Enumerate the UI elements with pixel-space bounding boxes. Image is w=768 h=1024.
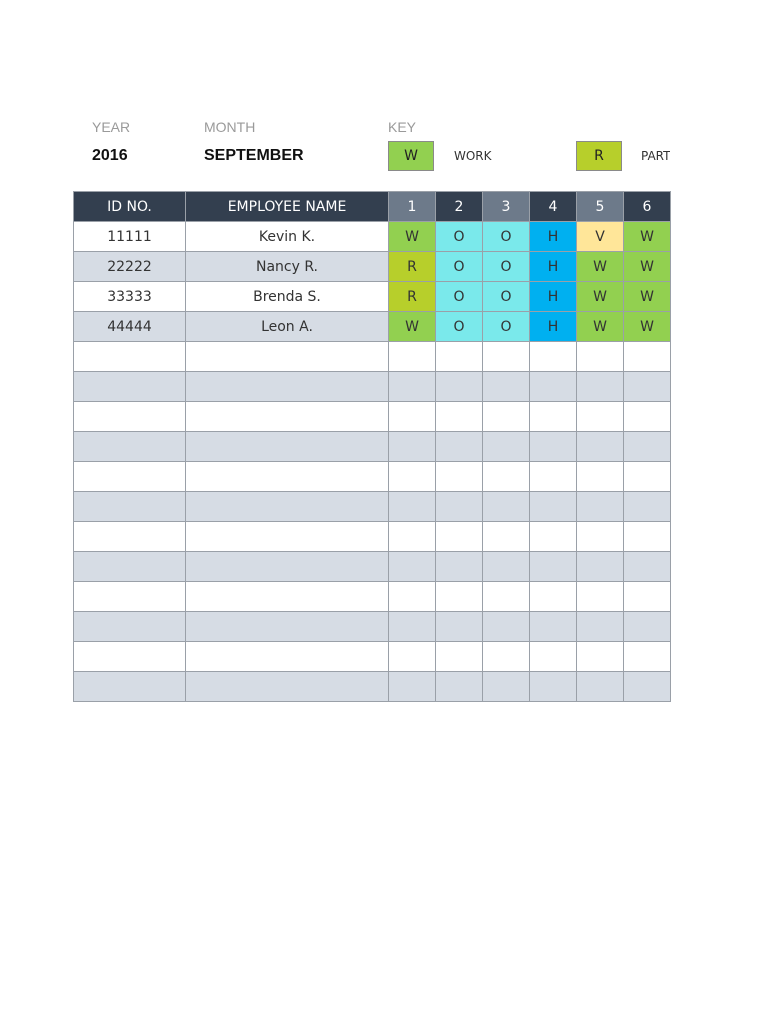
day-cell[interactable]: R <box>389 282 436 312</box>
day-cell[interactable] <box>577 492 624 522</box>
day-cell[interactable] <box>436 402 483 432</box>
day-cell[interactable] <box>577 402 624 432</box>
day-cell[interactable] <box>436 552 483 582</box>
day-cell[interactable] <box>624 342 671 372</box>
day-cell[interactable] <box>436 522 483 552</box>
day-cell[interactable] <box>389 492 436 522</box>
table-row <box>74 552 671 582</box>
day-cell[interactable]: W <box>577 312 624 342</box>
day-cell[interactable] <box>389 462 436 492</box>
day-cell[interactable] <box>624 582 671 612</box>
id-cell[interactable] <box>74 402 186 432</box>
day-cell[interactable] <box>389 582 436 612</box>
day-cell[interactable] <box>483 672 530 702</box>
day-cell[interactable] <box>483 582 530 612</box>
day-cell[interactable] <box>530 372 577 402</box>
day-cell[interactable] <box>530 432 577 462</box>
id-cell[interactable]: 22222 <box>74 252 186 282</box>
id-cell[interactable] <box>74 492 186 522</box>
day-cell[interactable] <box>530 522 577 552</box>
day-cell[interactable]: W <box>389 222 436 252</box>
day-cell[interactable] <box>436 582 483 612</box>
day-cell[interactable] <box>624 492 671 522</box>
attendance-table <box>73 191 671 702</box>
day-cell[interactable]: O <box>436 282 483 312</box>
id-cell[interactable] <box>74 552 186 582</box>
key-work-swatch: W <box>388 141 434 171</box>
day-header: 6 <box>624 192 671 222</box>
employee-name-cell[interactable] <box>186 552 389 582</box>
employee-name-cell[interactable] <box>186 372 389 402</box>
day-cell[interactable]: O <box>483 222 530 252</box>
table-row <box>74 612 671 642</box>
table-row <box>74 402 671 432</box>
table-row <box>74 462 671 492</box>
employee-name-cell[interactable] <box>186 462 389 492</box>
day-cell[interactable] <box>624 672 671 702</box>
day-cell[interactable] <box>389 402 436 432</box>
id-cell[interactable]: 33333 <box>74 282 186 312</box>
day-header: 1 <box>389 192 436 222</box>
day-cell[interactable] <box>389 432 436 462</box>
day-cell[interactable] <box>577 612 624 642</box>
day-cell[interactable] <box>530 342 577 372</box>
month-label: MONTH <box>204 119 256 135</box>
day-cell[interactable] <box>436 642 483 672</box>
day-cell[interactable] <box>530 672 577 702</box>
key-work-text: WORK <box>454 149 492 163</box>
day-cell[interactable] <box>624 642 671 672</box>
day-cell[interactable] <box>577 672 624 702</box>
day-cell[interactable]: W <box>624 282 671 312</box>
day-cell[interactable] <box>436 462 483 492</box>
id-cell[interactable] <box>74 522 186 552</box>
table-row <box>74 282 671 312</box>
table-row <box>74 252 671 282</box>
day-cell[interactable]: O <box>436 252 483 282</box>
day-cell[interactable]: O <box>483 252 530 282</box>
day-cell[interactable]: W <box>577 282 624 312</box>
day-cell[interactable] <box>389 342 436 372</box>
month-value[interactable]: SEPTEMBER <box>204 147 304 164</box>
day-cell[interactable] <box>483 642 530 672</box>
id-cell[interactable] <box>74 432 186 462</box>
id-column-header: ID NO. <box>74 192 186 222</box>
day-cell[interactable] <box>483 432 530 462</box>
year-value[interactable]: 2016 <box>92 147 128 164</box>
id-cell[interactable] <box>74 372 186 402</box>
day-cell[interactable] <box>436 672 483 702</box>
day-cell[interactable]: W <box>624 222 671 252</box>
day-cell[interactable] <box>530 402 577 432</box>
table-row <box>74 372 671 402</box>
table-row <box>74 492 671 522</box>
employee-name-cell[interactable] <box>186 582 389 612</box>
employee-name-cell[interactable] <box>186 612 389 642</box>
id-cell[interactable] <box>74 342 186 372</box>
day-cell[interactable] <box>624 432 671 462</box>
day-cell[interactable] <box>530 582 577 612</box>
year-label: YEAR <box>92 119 131 135</box>
day-cell[interactable]: V <box>577 222 624 252</box>
employee-name-cell[interactable] <box>186 522 389 552</box>
table-row <box>74 522 671 552</box>
day-cell[interactable]: W <box>624 252 671 282</box>
day-cell[interactable] <box>436 372 483 402</box>
key-part-text: PART <box>641 149 670 163</box>
day-cell[interactable]: H <box>530 252 577 282</box>
day-cell[interactable] <box>577 582 624 612</box>
day-cell[interactable] <box>577 552 624 582</box>
id-cell[interactable] <box>74 582 186 612</box>
day-cell[interactable] <box>436 612 483 642</box>
day-cell[interactable] <box>530 552 577 582</box>
day-cell[interactable] <box>530 462 577 492</box>
day-cell[interactable]: O <box>483 312 530 342</box>
table-row <box>74 582 671 612</box>
day-cell[interactable] <box>530 612 577 642</box>
day-cell[interactable] <box>577 642 624 672</box>
employee-name-cell[interactable] <box>186 492 389 522</box>
day-cell[interactable] <box>624 372 671 402</box>
id-cell[interactable] <box>74 642 186 672</box>
day-cell[interactable] <box>483 552 530 582</box>
table-row <box>74 312 671 342</box>
table-row <box>74 672 671 702</box>
employee-name-cell[interactable]: Kevin K. <box>186 222 389 252</box>
day-cell[interactable] <box>577 462 624 492</box>
day-cell[interactable] <box>436 342 483 372</box>
employee-name-cell[interactable]: Nancy R. <box>186 252 389 282</box>
key-label: KEY <box>388 119 417 135</box>
day-cell[interactable]: H <box>530 282 577 312</box>
day-cell[interactable] <box>624 462 671 492</box>
day-cell[interactable] <box>389 612 436 642</box>
id-cell[interactable] <box>74 672 186 702</box>
day-cell[interactable] <box>530 492 577 522</box>
day-cell[interactable] <box>483 522 530 552</box>
day-cell[interactable] <box>530 642 577 672</box>
day-cell[interactable]: R <box>389 252 436 282</box>
day-cell[interactable]: O <box>436 222 483 252</box>
name-column-header: EMPLOYEE NAME <box>186 192 389 222</box>
day-cell[interactable] <box>389 672 436 702</box>
day-cell[interactable] <box>577 522 624 552</box>
day-cell[interactable]: H <box>530 312 577 342</box>
day-cell[interactable]: O <box>436 312 483 342</box>
employee-name-cell[interactable]: Brenda S. <box>186 282 389 312</box>
employee-name-cell[interactable] <box>186 342 389 372</box>
day-cell[interactable] <box>483 462 530 492</box>
day-cell[interactable] <box>389 372 436 402</box>
day-cell[interactable]: O <box>483 282 530 312</box>
day-cell[interactable] <box>483 342 530 372</box>
day-cell[interactable]: W <box>389 312 436 342</box>
day-cell[interactable] <box>389 522 436 552</box>
day-header: 5 <box>577 192 624 222</box>
day-cell[interactable] <box>483 402 530 432</box>
day-cell[interactable] <box>577 342 624 372</box>
day-cell[interactable] <box>436 492 483 522</box>
day-header: 2 <box>436 192 483 222</box>
day-header: 3 <box>483 192 530 222</box>
day-cell[interactable] <box>436 432 483 462</box>
employee-name-cell[interactable] <box>186 432 389 462</box>
day-cell[interactable] <box>577 372 624 402</box>
employee-name-cell[interactable] <box>186 672 389 702</box>
table-row <box>74 432 671 462</box>
day-cell[interactable] <box>624 522 671 552</box>
day-cell[interactable]: W <box>624 312 671 342</box>
employee-name-cell[interactable]: Leon A. <box>186 312 389 342</box>
day-cell[interactable] <box>483 492 530 522</box>
id-cell[interactable] <box>74 612 186 642</box>
day-header: 4 <box>530 192 577 222</box>
day-cell[interactable]: H <box>530 222 577 252</box>
id-cell[interactable]: 11111 <box>74 222 186 252</box>
id-cell[interactable]: 44444 <box>74 312 186 342</box>
day-cell[interactable]: W <box>577 252 624 282</box>
employee-name-cell[interactable] <box>186 402 389 432</box>
day-cell[interactable] <box>389 642 436 672</box>
day-cell[interactable] <box>624 612 671 642</box>
day-cell[interactable] <box>389 552 436 582</box>
table-row <box>74 642 671 672</box>
table-row <box>74 222 671 252</box>
table-row <box>74 342 671 372</box>
day-cell[interactable] <box>483 372 530 402</box>
id-cell[interactable] <box>74 462 186 492</box>
employee-name-cell[interactable] <box>186 642 389 672</box>
day-cell[interactable] <box>577 432 624 462</box>
day-cell[interactable] <box>624 552 671 582</box>
day-cell[interactable] <box>483 612 530 642</box>
day-cell[interactable] <box>624 402 671 432</box>
header-row <box>74 192 671 222</box>
key-part-swatch: R <box>576 141 622 171</box>
